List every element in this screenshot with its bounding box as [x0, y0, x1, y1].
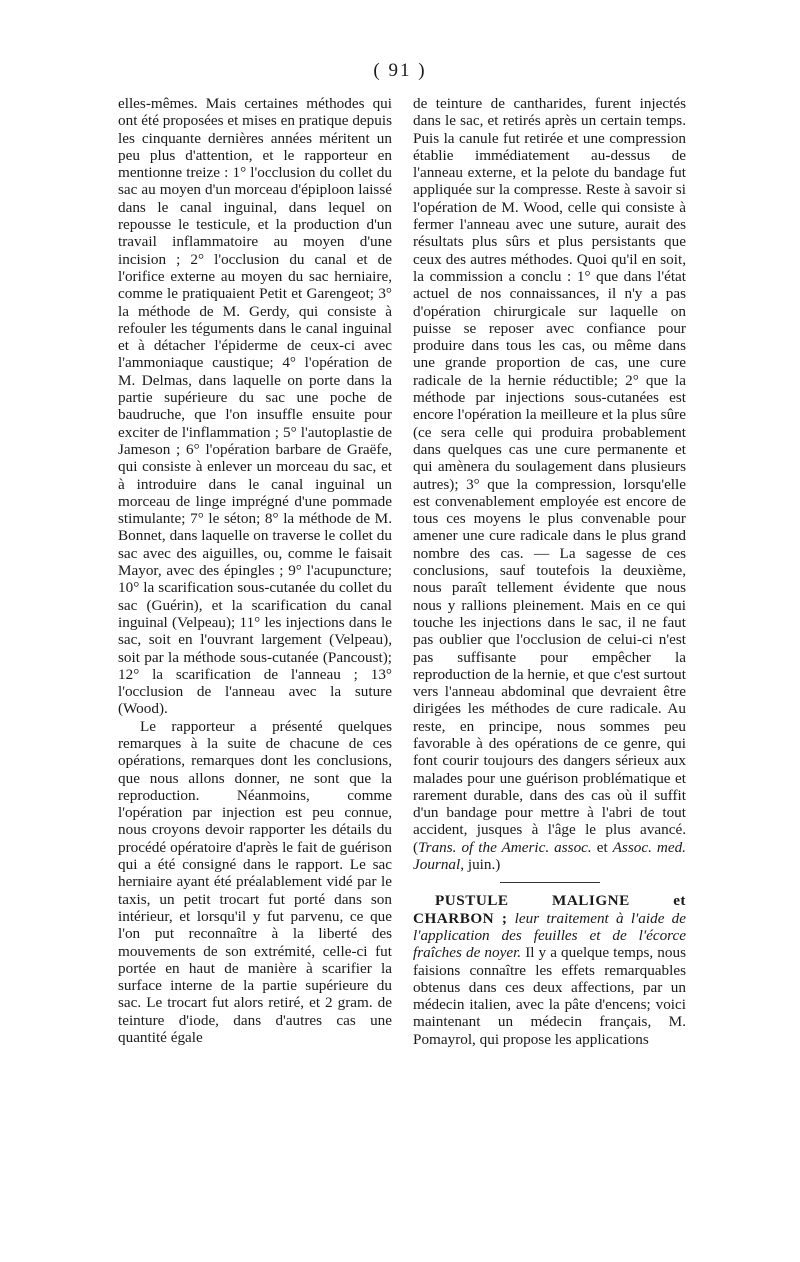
citation-journal-1: Trans. of the Americ. assoc. [418, 838, 592, 856]
section-heading: PUSTULE MALIGNE et CHARBON ; [413, 892, 686, 927]
right-paragraph-1 [413, 95, 686, 873]
section-heading-paragraph [413, 892, 686, 1048]
left-column [118, 95, 392, 1046]
page-number: ( 91 ) [373, 60, 427, 81]
citation-open: ( [413, 838, 419, 856]
citation-end: , juin.) [460, 856, 501, 874]
left-paragraph-2: Le rapporteur a présenté quelques remarques à la suite de chacune de ces opérations, remarques dont les conclusions, que nous allons donner, ne sont que la reproduction. Néanmoins, comme l'opération par injection est peu connue, nous croyons devoir rapporter les détails du procédé opératoire d'après le fait de guérison qui a été consigné dans le rapport. Le sac herniaire ayant été préalablement vidé par le taxis, un petit trocart fut porté dans son intérieur, et lorsqu'il y fut parvenu, ce que l'on put reconnaître à la liberté des mouvements de son extrémité, celle-ci fut portée en haut de manière à scarifier la surface interne de la partie supérieure du sac. Le trocart fut alors retiré, et 2 gram. de teinture d'iode, dans d'autres cas une quantité égale [118, 717, 392, 1047]
citation-journal-2: Assoc. med. Journal [413, 838, 686, 874]
citation-mid: et [591, 838, 613, 856]
section-heading-subtitle: leur traitement à l'aide de l'application des feuilles et de l'écorce fraîches de noyer. [413, 909, 687, 962]
section-divider [500, 882, 600, 883]
right-paragraph-1-text: de teinture de cantharides, furent injectés dans le sac, et retirés après un certain temps. Puis la canule fut retirée et une compression établie immédiatement au-dessus de l'anneau externe, et la pelote du bandage fut appliquée sur la compresse. Reste à savoir si l'opération de M. Wood, celle qui consiste à fermer l'anneau avec une suture, aurait des résultats plus sûrs et plus persistants que ceux des autres méthodes. Quoi qu'il en soit, la commission a conclu : 1° que dans l'état actuel de nos connaissances, il n'y a pas d'opération chirurgicale sur laquelle on puisse se reposer avec confiance pour produire dans tous les cas, ou même dans une grande proportion de cas, une cure radicale de la hernie réductible; 2° que la méthode par injections sous-cutanées est encore l'opération la meilleure et la plus sûre (ce sera celle qui produira probablement dans quelques cas une cure permanente et qui amènera du soulagement dans plusieurs autres); 3° que la compression, lorsqu'elle est convenablement employée est encore de tous ces moyens le plus convenable pour amener une cure radicale dans le plus grand nombre des cas. — La sagesse de ces conclusions, sauf toutefois la deuxième, nous paraît tellement évidente que nous nous y rallions pleinement. Mais en ce qui touche les injections dans le sac, il ne faut pas oublier que l'occlusion de celui-ci n'est pas suffisante pour empêcher la reproduction de la hernie, et que c'est surtout vers l'anneau abdominal que devraient être dirigées les méthodes de cure radicale. Au reste, en principe, nous sommes peu favorable à des opérations de ce genre, qui font courir toujours des dangers sérieux aux malades pour une guérison problématique et rarement durable, dans des cas où il suffit d'un bandage pour mettre à l'abri de tout accident, jusques à l'âge le plus avancé. [413, 95, 686, 839]
left-paragraph-1: elles-mêmes. Mais certaines méthodes qui ont été proposées et mises en pratique depuis les cinquante dernières années méritent un peu plus d'attention, et le rapporteur en mentionne treize : 1° l'occlusion du collet du sac au moyen d'un morceau d'épiploon laissé dans le canal inguinal, dans lequel on repousse le testicule, et la production d'un travail inflammatoire au moyen d'une incision ; 2° l'occlusion du canal et de l'orifice externe au moyen du sac herniaire, comme le pratiquaient Petit et Garengeot; 3° la méthode de M. Gerdy, qui consiste à refouler les téguments dans le canal inguinal et à détacher l'épiderme de ceux-ci avec l'ammoniaque caustique; 4° l'opération de M. Delmas, dans laquelle on porte dans la partie supérieure du sac une poche de baudruche, que l'on insuffle ensuite pour exciter de l'inflammation ; 5° l'autoplastie de Jameson ; 6° l'opération barbare de Graëfe, qui consiste à enlever un morceau du sac, et à introduire dans le canal inguinal un morceau de linge imprégné d'une pommade stimulante; 7° le séton; 8° la méthode de M. Bonnet, dans laquelle on traverse le collet du sac avec des aiguilles, ou, comme le faisait Mayor, avec des épingles ; 9° l'acupuncture; 10° la scarification sous-cutanée du collet du sac (Guérin), et la scarification du canal inguinal (Velpeau); 11° les injections dans le sac, soit en l'ouvrant largement (Velpeau), soit par la méthode sous-cutanée (Pancoust); 12° la scarification de l'anneau ; 13° l'occlusion de l'anneau avec la suture (Wood). [118, 95, 392, 718]
right-column [413, 95, 686, 1048]
right-paragraph-2: Il y a quelque temps, nous faisions connaître les effets remarquables obtenus dans ces deux affections, par un médecin italien, avec la pâte d'encens; voici maintenant un médecin français, M. Pomayrol, qui propose les applications [413, 944, 686, 1048]
